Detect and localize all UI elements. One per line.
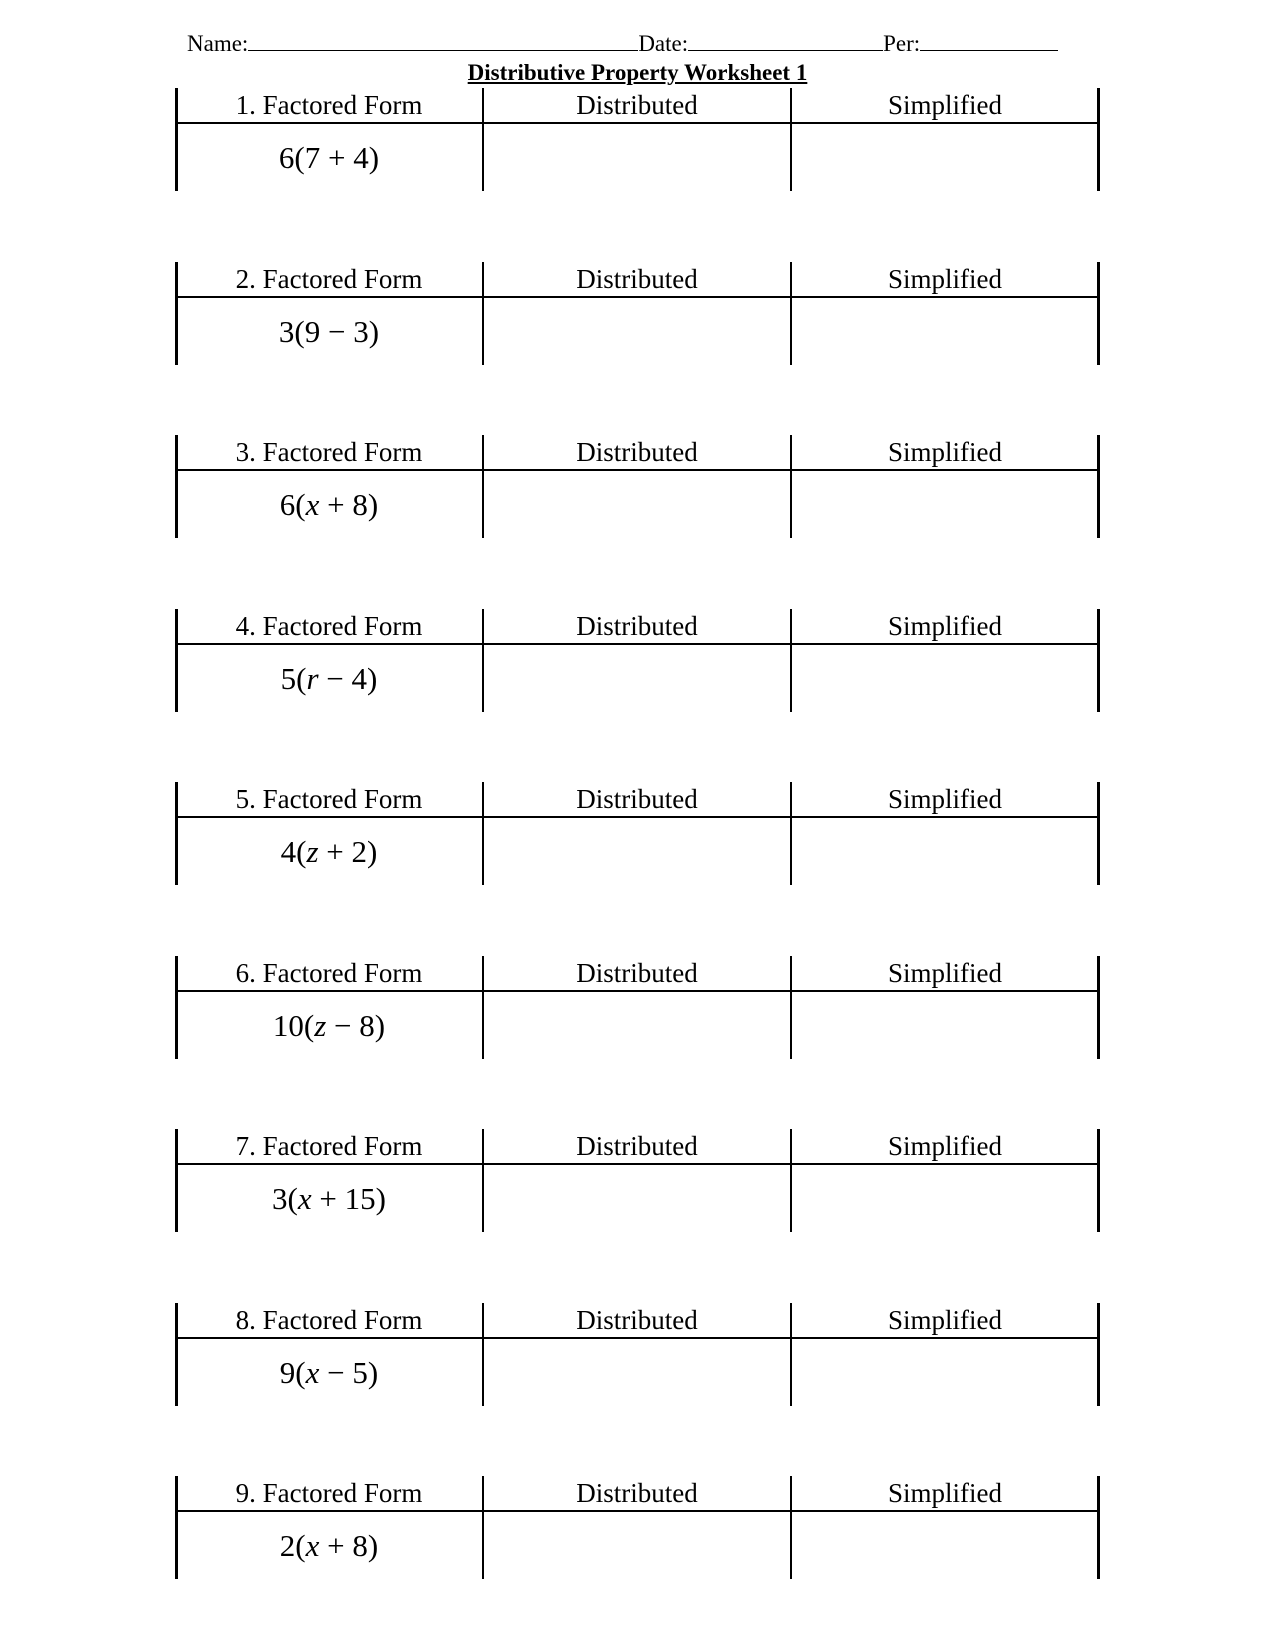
factored-expression: 3(x + 15) [272, 1181, 386, 1216]
factored-form-label: 2. Factored Form [235, 264, 423, 294]
factored-expression: 2(x + 8) [279, 1528, 379, 1563]
distributed-answer-cell[interactable] [484, 1165, 790, 1232]
factored-form-label: 9. Factored Form [235, 1478, 423, 1508]
simplified-answer-cell[interactable] [792, 1512, 1097, 1579]
simplified-answer-cell[interactable] [792, 1339, 1097, 1406]
problem-3 [175, 435, 1100, 538]
factored-expression: 4(z + 2) [280, 834, 378, 869]
simplified-label: Simplified [888, 1478, 1002, 1508]
period-blank[interactable] [920, 28, 1058, 51]
worksheet-title: Distributive Property Worksheet 1 [467, 60, 808, 85]
factored-form-label: 8. Factored Form [235, 1305, 423, 1335]
problem-8 [175, 1303, 1100, 1406]
simplified-label: Simplified [888, 958, 1002, 988]
problem-4 [175, 609, 1100, 712]
factored-expression: 6(7 + 4) [278, 140, 380, 175]
distributed-answer-cell[interactable] [484, 298, 790, 365]
distributed-label: Distributed [576, 611, 698, 641]
distributed-label: Distributed [576, 264, 698, 294]
distributed-answer-cell[interactable] [484, 1339, 790, 1406]
distributed-answer-cell[interactable] [484, 124, 790, 191]
distributed-label: Distributed [576, 1131, 698, 1161]
simplified-label: Simplified [888, 611, 1002, 641]
factored-form-label: 4. Factored Form [235, 611, 423, 641]
distributed-answer-cell[interactable] [484, 645, 790, 712]
distributed-answer-cell[interactable] [484, 471, 790, 538]
distributed-answer-cell[interactable] [484, 818, 790, 885]
distributed-label: Distributed [576, 1478, 698, 1508]
factored-expression: 3(9 − 3) [278, 314, 380, 349]
simplified-label: Simplified [888, 264, 1002, 294]
name-label: Name: [187, 31, 249, 56]
distributed-label: Distributed [576, 90, 698, 120]
factored-form-label: 1. Factored Form [235, 90, 423, 120]
distributed-answer-cell[interactable] [484, 992, 790, 1059]
period-label: Per: [883, 31, 921, 56]
factored-form-label: 5. Factored Form [235, 784, 423, 814]
problem-5 [175, 782, 1100, 885]
factored-expression: 10(z − 8) [272, 1008, 386, 1043]
simplified-answer-cell[interactable] [792, 645, 1097, 712]
factored-expression: 6(x + 8) [279, 487, 379, 522]
header-fields [187, 28, 1058, 59]
distributed-label: Distributed [576, 1305, 698, 1335]
simplified-answer-cell[interactable] [792, 124, 1097, 191]
date-label: Date: [638, 31, 689, 56]
problem-2 [175, 262, 1100, 365]
simplified-answer-cell[interactable] [792, 992, 1097, 1059]
simplified-answer-cell[interactable] [792, 1165, 1097, 1232]
problem-7 [175, 1129, 1100, 1232]
simplified-label: Simplified [888, 1131, 1002, 1161]
simplified-label: Simplified [888, 784, 1002, 814]
factored-form-label: 3. Factored Form [235, 437, 423, 467]
problem-6 [175, 956, 1100, 1059]
factored-expression: 9(x − 5) [279, 1355, 379, 1390]
date-blank[interactable] [688, 28, 883, 51]
simplified-answer-cell[interactable] [792, 298, 1097, 365]
simplified-answer-cell[interactable] [792, 471, 1097, 538]
distributed-answer-cell[interactable] [484, 1512, 790, 1579]
name-blank[interactable] [248, 28, 638, 51]
distributed-label: Distributed [576, 784, 698, 814]
distributed-label: Distributed [576, 958, 698, 988]
problem-9 [175, 1476, 1100, 1579]
simplified-label: Simplified [888, 1305, 1002, 1335]
simplified-label: Simplified [888, 90, 1002, 120]
problem-1 [175, 88, 1100, 191]
distributed-label: Distributed [576, 437, 698, 467]
simplified-label: Simplified [888, 437, 1002, 467]
factored-form-label: 6. Factored Form [235, 958, 423, 988]
factored-form-label: 7. Factored Form [235, 1131, 423, 1161]
factored-expression: 5(r − 4) [280, 661, 378, 696]
simplified-answer-cell[interactable] [792, 818, 1097, 885]
